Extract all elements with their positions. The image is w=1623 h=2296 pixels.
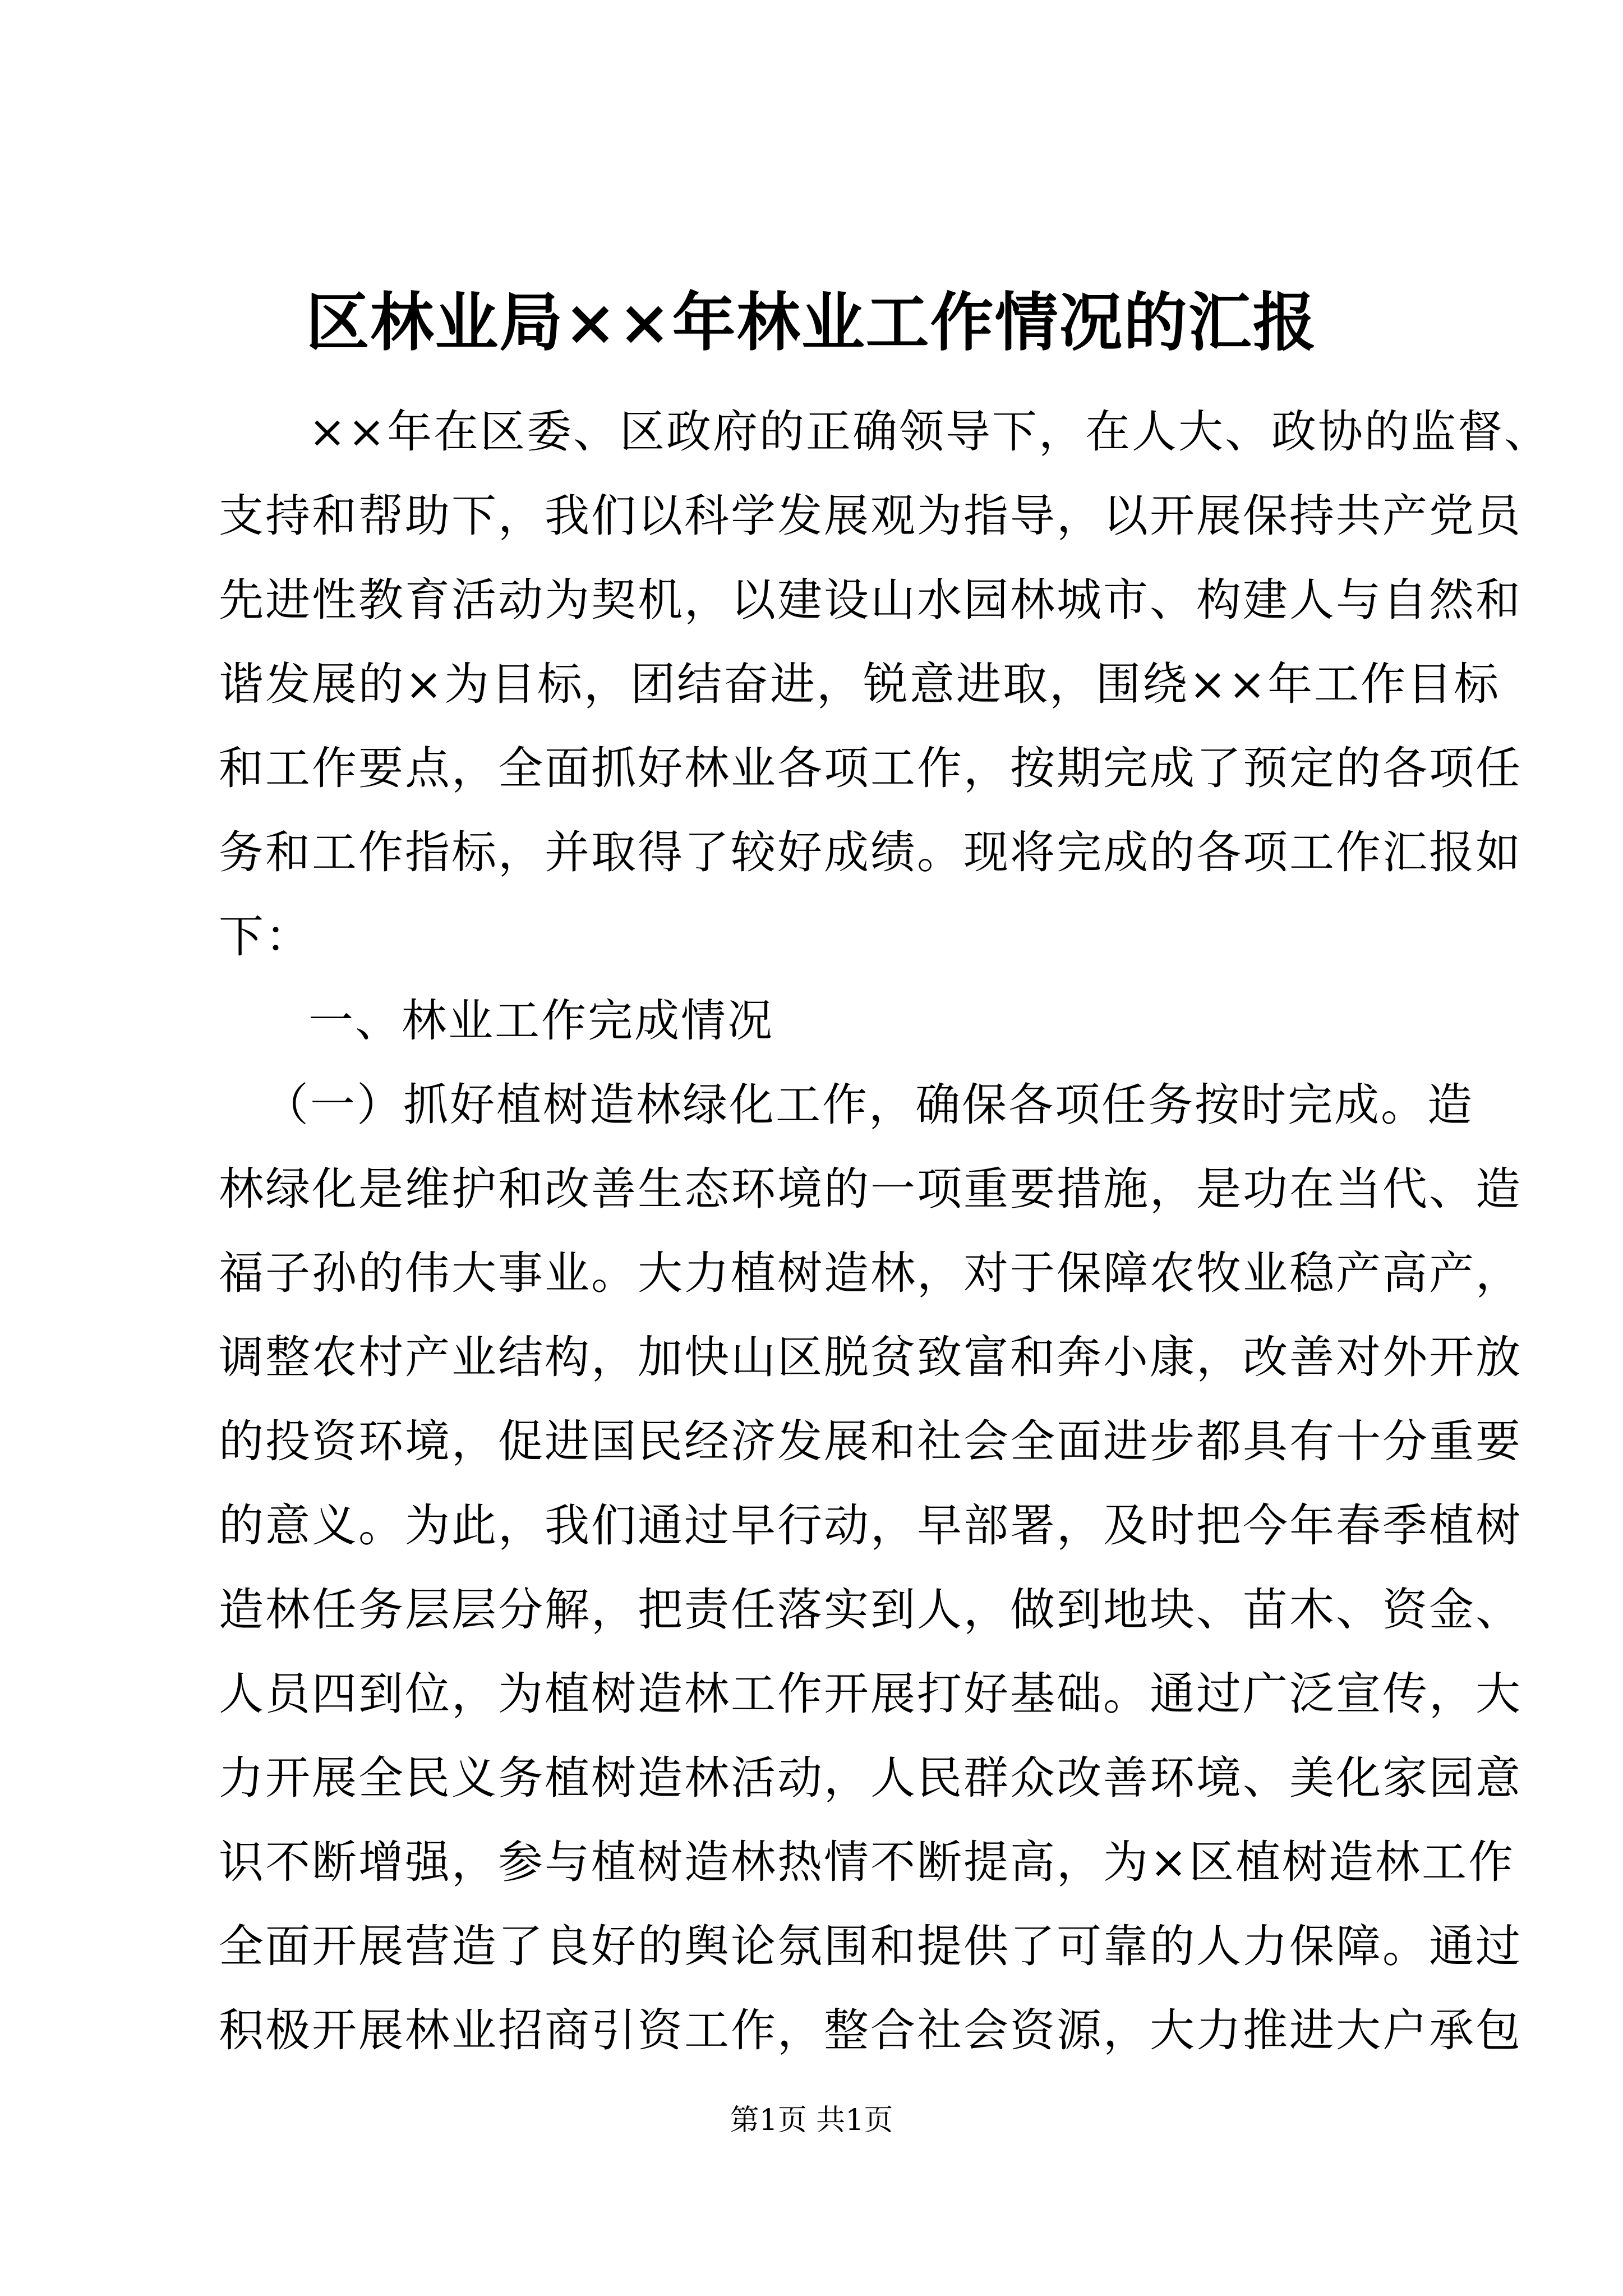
paragraph-line: 和工作要点，全面抓好林业各项工作，按期完成了预定的各项任 — [219, 742, 1522, 794]
paragraph-line: 调整农村产业结构，加快山区脱贫致富和奔小康，改善对外开放 — [219, 1331, 1522, 1383]
paragraph-line: 造林任务层层分解，把责任落实到人，做到地块、苗木、资金、 — [219, 1584, 1522, 1636]
paragraph-line: ××年在区委、区政府的正确领导下，在人大、政协的监督、 — [308, 406, 1551, 458]
paragraph-line: 下： — [219, 910, 312, 963]
paragraph-line: 林绿化是维护和改善生态环境的一项重要措施，是功在当代、造 — [219, 1163, 1522, 1215]
document-title: 区林业局××年林业工作情况的汇报 — [306, 285, 1317, 360]
paragraph-line: 支持和帮助下，我们以科学发展观为指导，以开展保持共产党员 — [219, 490, 1522, 542]
paragraph-line: 人员四到位，为植树造林工作开展打好基础。通过广泛宣传，大 — [219, 1668, 1522, 1720]
paragraph-line: 识不断增强，参与植树造林热情不断提高，为×区植树造林工作 — [219, 1836, 1515, 1888]
paragraph-line: 全面开展营造了良好的舆论氛围和提供了可靠的人力保障。通过 — [219, 1920, 1522, 1972]
paragraph-line: 务和工作指标，并取得了较好成绩。现将完成的各项工作汇报如 — [219, 826, 1522, 878]
paragraph-line: 的投资环境，促进国民经济发展和社会全面进步都具有十分重要 — [219, 1415, 1522, 1467]
paragraph-line: 的意义。为此，我们通过早行动，早部署，及时把今年春季植树 — [219, 1499, 1522, 1552]
page-number-footer: 第1页 共1页 — [730, 2104, 893, 2137]
paragraph-line: 福子孙的伟大事业。大力植树造林，对于保障农牧业稳产高产， — [219, 1247, 1522, 1299]
paragraph-line: 谐发展的×为目标，团结奋进，锐意进取，围绕××年工作目标 — [219, 658, 1501, 710]
paragraph-line: 力开展全民义务植树造林活动，人民群众改善环境、美化家园意 — [219, 1752, 1522, 1804]
section-heading: 一、林业工作完成情况 — [308, 995, 774, 1047]
paragraph-line: 先进性教育活动为契机，以建设山水园林城市、构建人与自然和 — [219, 574, 1522, 626]
subsection-heading-line: （一）抓好植树造林绿化工作，确保各项任务按时完成。造 — [264, 1079, 1474, 1131]
paragraph-line: 积极开展林业招商引资工作，整合社会资源，大力推进大户承包 — [219, 2004, 1522, 2056]
